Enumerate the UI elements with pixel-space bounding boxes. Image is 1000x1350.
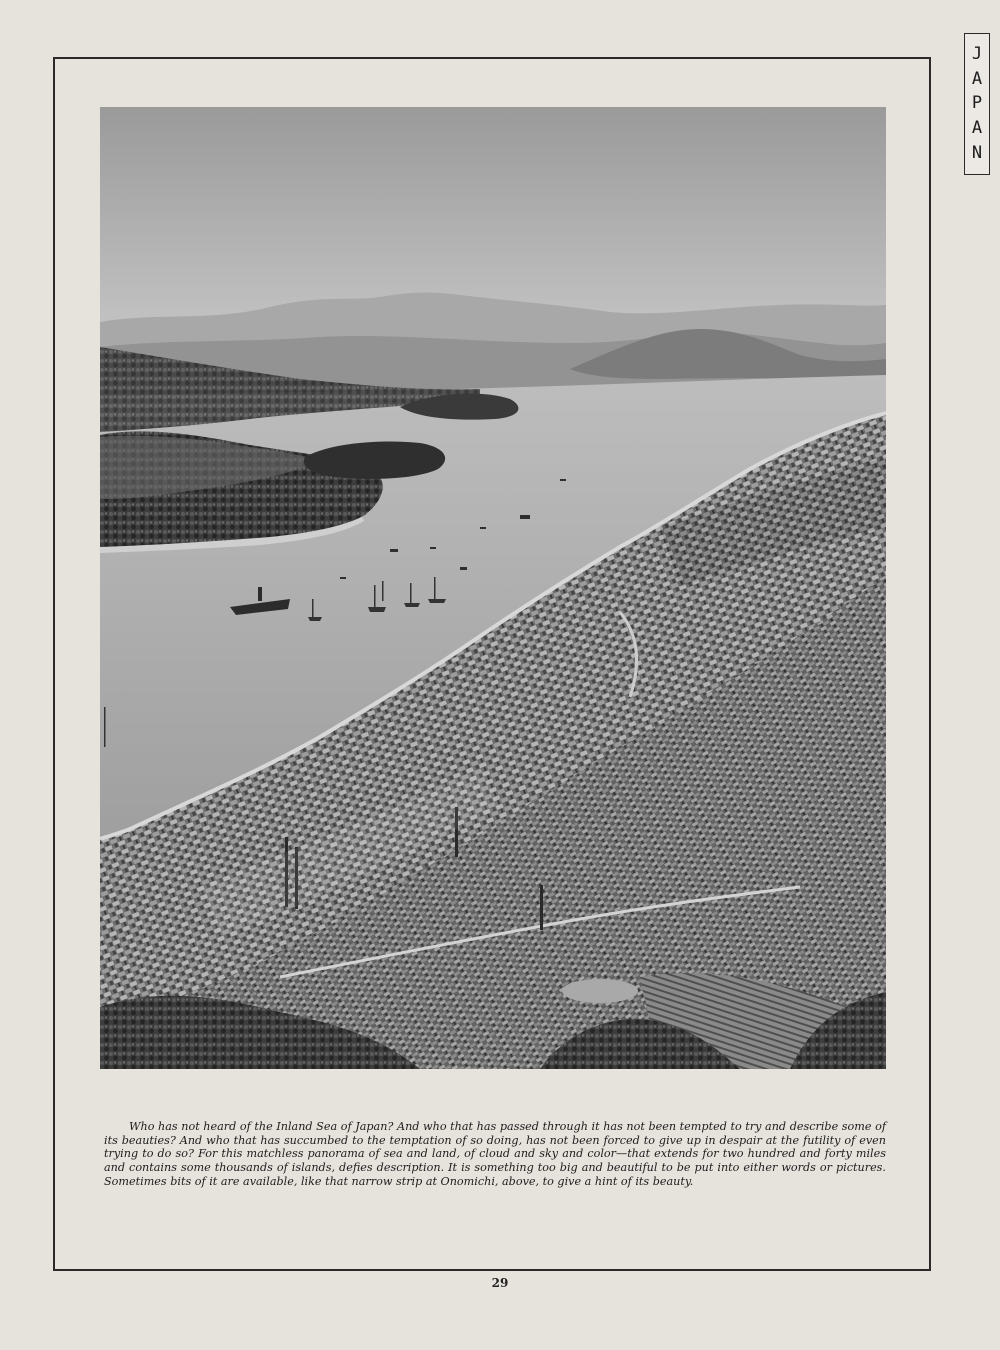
section-tab-letter: P	[971, 93, 983, 114]
aerial-photo	[100, 107, 886, 1069]
section-tab-letter: J	[971, 43, 983, 64]
photo-caption: Who has not heard of the Inland Sea of Japan? And who that has passed through it has not been tempted to try and describe some of its beauties? And who that has succumbed to the temptation of so doing, has not been forced to give up in despair at the futility of even trying to do so? For this matchless panorama of sea and land, of cloud and sky and color—that extends for two hundred and forty miles and contains some thousands of islands, defies description. It is something too big and beautiful to be put into either words or pictures. Sometimes bits of it are available, like that narrow strip at Onomichi, above, to give a hint of its beauty.	[104, 1120, 886, 1188]
page-number: 29	[491, 1276, 509, 1290]
section-tab	[964, 33, 990, 175]
section-tab-letter: A	[971, 118, 983, 139]
section-tab-letter: A	[971, 68, 983, 89]
section-tab-letter: N	[971, 143, 983, 164]
